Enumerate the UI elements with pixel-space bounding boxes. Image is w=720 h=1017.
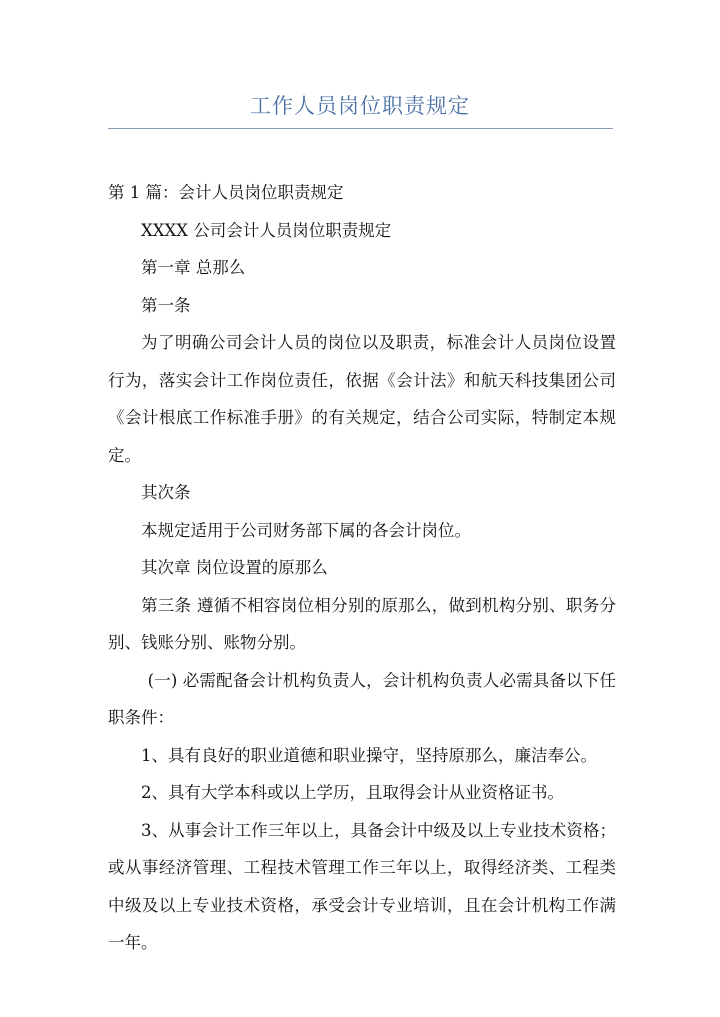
list-item: 3、从事会计工作三年以上，具备会计中级及以上专业技术资格；或从事经济管理、工程技术管理工作三年以上，取得经济类、工程类中级及以上专业技术资格，承受会计专业培训，且在会计机构工作满一年。 — [108, 820, 616, 952]
body-paragraph: 为了明确公司会计人员的岗位以及职责，标准会计人员岗位设置行为，落实会计工作岗位责任，依据《会计法》和航天科技集团公司《会计根底工作标准手册》的有关规定，结合公司实际，特制定本规定。 — [108, 333, 616, 465]
article-heading: 其次条 — [141, 483, 191, 502]
body-paragraph: 本规定适用于公司财务部下属的各会计岗位。 — [141, 520, 471, 540]
section-heading: 第 1 篇：会计人员岗位职责规定 — [108, 183, 344, 202]
list-item: 2、具有大学本科或以上学历，且取得会计从业资格证书。 — [141, 783, 564, 802]
chapter-heading: 其次章 岗位设置的原那么 — [141, 558, 328, 577]
document-title: 工作人员岗位职责规定 — [250, 94, 470, 118]
title-divider — [108, 128, 613, 129]
sub-heading: XXXX 公司会计人员岗位职责规定 — [141, 220, 392, 240]
article-heading: 第一条 — [141, 295, 191, 315]
document-body — [108, 174, 616, 962]
list-item: 1、具有良好的职业道德和职业操守，坚持原那么，廉洁奉公。 — [141, 745, 597, 765]
body-paragraph: (一) 必需配备会计机构负责人，会计机构负责人必需具备以下任职条件： — [108, 670, 616, 727]
chapter-heading: 第一章 总那么 — [141, 258, 246, 277]
body-paragraph: 第三条 遵循不相容岗位相分别的原那么，做到机构分别、职务分别、钱账分别、账物分别。 — [108, 595, 616, 652]
